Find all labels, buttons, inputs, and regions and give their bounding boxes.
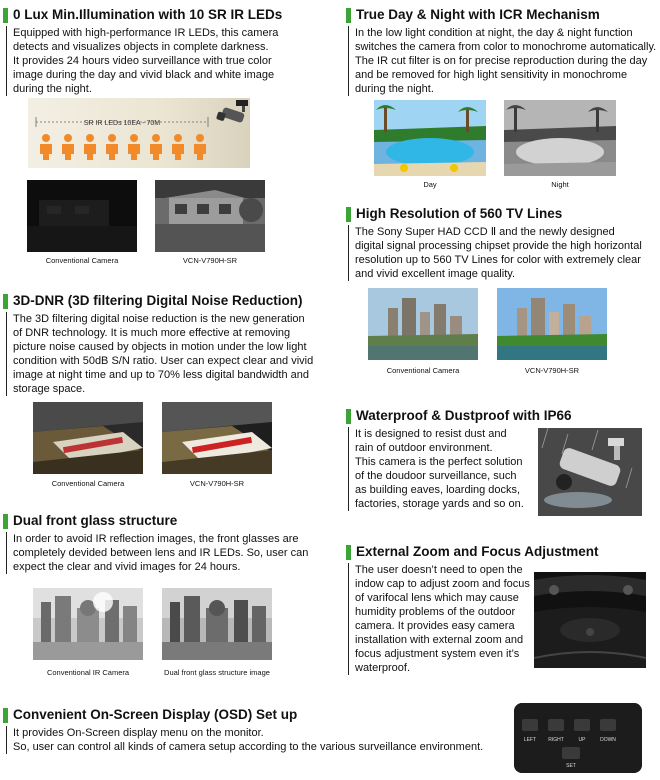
body-line: during the night.	[13, 83, 92, 95]
caption-dual-front-glass: Dual front glass structure image	[164, 668, 270, 677]
photo-zoom-focus	[534, 572, 646, 668]
body-line: as building eaves, loarding docks,	[355, 484, 521, 496]
caption-vcn: VCN-V790H-SR	[182, 256, 238, 265]
section-header	[346, 407, 658, 425]
section-body	[6, 726, 523, 754]
section-title: True Day & Night with ICR Mechanism	[356, 7, 600, 22]
accent-bar	[346, 545, 351, 560]
section-header	[346, 543, 658, 561]
caption-conventional-camera: Conventional Camera	[386, 366, 460, 375]
body-line: humidity problems of the outdoor	[355, 606, 516, 618]
accent-bar	[346, 409, 351, 424]
body-line: In the low light condition at night, the day & night function	[355, 27, 633, 39]
accent-bar	[3, 294, 8, 309]
body-line: during the night.	[355, 83, 434, 95]
photo-res-conventional	[368, 288, 478, 360]
section-body	[348, 563, 535, 675]
body-line: indow cap to adjust zoom and focus	[355, 578, 530, 590]
body-line: of varifocal lens which may cause	[355, 592, 519, 604]
body-line: storage space.	[13, 383, 86, 395]
section-title: Waterproof & Dustproof with IP66	[356, 408, 572, 423]
section-title: 0 Lux Min.Illumination with 10 SR IR LEDs	[13, 7, 283, 22]
section-body	[6, 312, 323, 396]
body-line: Equipped with high-performance IR LEDs, this camera	[13, 27, 279, 39]
section-title: External Zoom and Focus Adjustment	[356, 544, 599, 559]
body-line: and vivid excellent image quality.	[355, 268, 515, 280]
body-line: rain of outdoor environment.	[355, 442, 493, 454]
body-line: completely devided between lens and IR LEDs. So, user can	[13, 547, 309, 559]
body-line: detects and visualizes objects in complete darkness.	[13, 41, 269, 53]
section-header	[3, 292, 323, 310]
osd-button-up: UP	[578, 737, 586, 743]
camera-icon	[216, 98, 250, 132]
body-line: of DNR technology. It is much more effective at removing	[13, 327, 291, 339]
section-body	[6, 26, 323, 96]
accent-bar	[3, 708, 8, 723]
osd-button-set: SET	[566, 763, 576, 769]
body-line: expect the clear and vivid images for 24 hours.	[13, 561, 241, 573]
body-line: It is designed to resist dust and	[355, 428, 507, 440]
osd-button-left: LEFT	[523, 737, 537, 743]
osd-control-panel	[514, 703, 642, 773]
accent-bar	[346, 8, 351, 23]
body-line: It provides On-Screen display menu on the monitor.	[13, 727, 264, 739]
section-body	[348, 26, 658, 96]
body-line: and be removed for high light sensitivity in monochrome	[355, 69, 628, 81]
caption-vcn: VCN-V790H-SR	[189, 479, 245, 488]
body-line: digital signal processing chipset provide the high horizontal	[355, 240, 642, 252]
body-line: camera. It provides easy camera	[355, 620, 515, 632]
section-header	[346, 205, 658, 223]
body-line: The IR cut filter is on for precise reproduction during the day	[355, 55, 648, 67]
section-glass	[3, 512, 323, 574]
body-line: of the doudoor surveillance, such	[355, 470, 517, 482]
caption-day: Day	[423, 180, 437, 189]
photo-night-vcn	[155, 180, 265, 252]
section-title: 3D-DNR (3D filtering Digital Noise Reduction)	[13, 293, 303, 308]
section-icr	[346, 6, 658, 96]
section-title: Convenient On-Screen Display (OSD) Set up	[13, 707, 298, 722]
accent-bar	[346, 207, 351, 222]
caption-conventional-camera: Conventional Camera	[51, 479, 125, 488]
body-line: In order to avoid IR reflection images, the front glasses are	[13, 533, 299, 545]
section-body	[348, 427, 535, 511]
body-line: picture noise caused by objects in motion under the low light	[13, 341, 307, 353]
body-line: factories, storage yards and so on.	[355, 498, 524, 510]
section-title: Dual front glass structure	[13, 513, 178, 528]
photo-night-conventional	[27, 180, 137, 252]
osd-button-right: RIGHT	[548, 737, 564, 743]
body-line: This camera is the perfect solution	[355, 456, 523, 468]
section-header	[3, 512, 323, 530]
photo-dnr-conventional	[33, 402, 143, 474]
body-line: focus adjustment system even it’s	[355, 648, 520, 660]
section-body	[348, 225, 658, 281]
body-line: The Sony Super HAD CCD Ⅱ and the newly designed	[355, 226, 615, 238]
section-osd	[3, 706, 523, 754]
photo-day-pool	[374, 100, 486, 176]
caption-vcn: VCN-V790H-SR	[524, 366, 580, 375]
body-line: image at night time and up to 70% less digital bandwidth and	[13, 369, 309, 381]
diagram-label: SR IR LEDs 10EA - 70M	[83, 120, 161, 127]
photo-waterproof-camera	[538, 428, 642, 516]
photo-glass-conventional	[33, 588, 143, 660]
section-lux	[3, 6, 323, 96]
body-line: The user doesn’t need to open the	[355, 564, 523, 576]
body-line: condition with 50dB S/N ratio. User can expect clear and vivid	[13, 355, 314, 367]
body-line: waterproof.	[355, 662, 411, 674]
photo-night-pool	[504, 100, 616, 176]
caption-conventional-ir-camera: Conventional IR Camera	[46, 668, 130, 677]
body-line: So, user can control all kinds of camera setup according to the various surveillance environment.	[13, 741, 484, 753]
accent-bar	[3, 8, 8, 23]
body-line: resolution up to 560 TV Lines for color with extremely clear	[355, 254, 641, 266]
caption-night: Night	[551, 180, 569, 189]
body-line: image during the day and vivid black and white image	[13, 69, 275, 81]
body-line: installation with external zoom and	[355, 634, 524, 646]
photo-res-vcn	[497, 288, 607, 360]
accent-bar	[3, 514, 8, 529]
body-line: It provides 24 hours video surveillance with true color	[13, 55, 272, 67]
section-header	[3, 706, 523, 724]
body-line: switches the camera from color to monochrome automatically.	[355, 41, 657, 53]
section-body	[6, 532, 323, 574]
section-header	[3, 6, 323, 24]
section-title: High Resolution of 560 TV Lines	[356, 206, 563, 221]
osd-button-down: DOWN	[600, 737, 616, 743]
photo-dnr-vcn	[162, 402, 272, 474]
section-dnr	[3, 292, 323, 396]
body-line: The 3D filtering digital noise reduction is the new generation	[13, 313, 305, 325]
caption-conventional-camera: Conventional Camera	[45, 256, 119, 265]
section-header	[346, 6, 658, 24]
photo-glass-dual	[162, 588, 272, 660]
section-resolution	[346, 205, 658, 281]
